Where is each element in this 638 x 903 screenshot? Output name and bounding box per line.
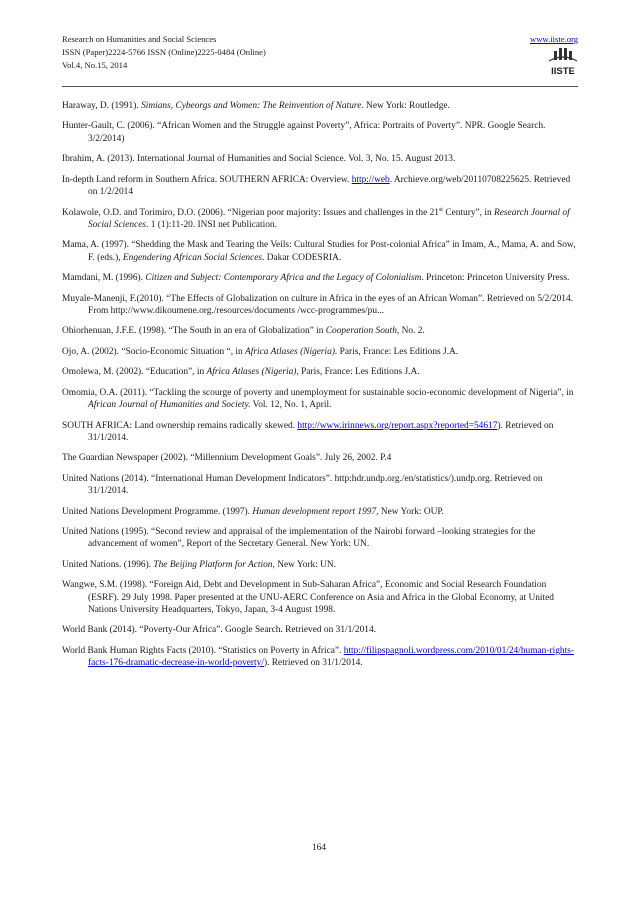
reference-title: Citizen and Subject: Contemporary Africa and the Legacy of Colonialism xyxy=(145,273,422,284)
reference-entry xyxy=(62,420,578,445)
reference-title: Human development report 1997 xyxy=(252,506,377,517)
reference-entry xyxy=(62,526,578,551)
reference-entry xyxy=(62,239,578,264)
reference-text: Mamdani, M. (1996). xyxy=(62,273,146,284)
reference-text: . 1 (1):11-20. INSI net Publication. xyxy=(146,219,277,230)
reference-entry xyxy=(62,387,578,412)
reference-title: Africa Atlases (Nigeria). xyxy=(245,346,338,357)
reference-text: Vol. 12, No. 1, April. xyxy=(250,400,332,411)
reference-text: The Guardian Newspaper (2002). “Millennium Development Goals”. July 26, 2002. P.4 xyxy=(62,453,392,464)
page-number: 164 xyxy=(311,843,327,853)
reference-entry xyxy=(62,120,578,145)
reference-entry xyxy=(62,174,578,199)
reference-entry xyxy=(62,506,578,518)
journal-title: Research on Humanities and Social Sciences xyxy=(62,34,217,44)
logo-text: IISTE xyxy=(551,66,575,77)
reference-text: World Bank (2014). “Poverty-Our Africa”. Google Search. Retrieved on 31/1/2014. xyxy=(62,625,377,636)
reference-title: African Journal of Humanities and Society. xyxy=(88,400,251,411)
reference-entry xyxy=(62,559,578,571)
reference-text: Omomia, O.A. (2011). “Tackling the scourge of poverty and unemployment for sustainable socio-economic development of Nigeria”, in xyxy=(62,387,574,398)
reference-text: . Princeton: Princeton University Press. xyxy=(421,273,570,284)
reference-link[interactable]: http://www.irinnews.org/report.aspx?reported=54617 xyxy=(297,420,498,431)
reference-entry xyxy=(62,579,578,616)
reference-title: Simians, Cybeorgs and Women: The Reinvention of Nature xyxy=(141,101,362,111)
page-header xyxy=(62,33,578,77)
reference-text: United Nations (2014). “International Human Development Indicators”. http:hdr.undp.org./en/statistics/).undp.org. Retrieved on 31/1/2014. xyxy=(62,473,543,497)
reference-text: , Paris, France: Les Editions J.A. xyxy=(296,367,420,378)
reference-text: . Archieve.org/web/20110708225625. Retrieved on 1/2/2014 xyxy=(88,174,571,198)
reference-text: Kolawole, O.D. and Torimiro, D.O. (2006). “Nigerian poor majority: Issues and challenges in the 21 xyxy=(62,207,439,218)
reference-entry xyxy=(62,624,578,636)
reference-text: Muyale-Manenji, F.(2010). “The Effects of Globalization on culture in Africa in the eyes of an African Woman”. Retrieved on 5/2/2014. From http://www.dikoumene.org./resources/documents /wcc-programmes/pu... xyxy=(62,293,574,316)
reference-text: Ojo, A. (2002). “Socio-Economic Situation “, in xyxy=(62,346,246,357)
reference-entry xyxy=(62,645,578,670)
reference-text: United Nations (1995). “Second review and appraisal of the implementation of the Nairobi forward –looking strategies for the advancement of women”, Report of the Secretary General. New York: UN. xyxy=(62,527,536,550)
reference-text: Ohiorhenuan, J.F.E. (1998). “The South in an era of Globalization” in xyxy=(62,326,326,337)
reference-text: In-depth Land reform in Southern Africa. SOUTHERN AFRICA: Overview. xyxy=(62,174,352,185)
reference-text: Ibrahim, A. (2013). International Journal of Humanities and Social Science. Vol. 3, No. 15. August 2013. xyxy=(62,154,456,165)
reference-link[interactable]: http://filipspagnoli.wordpress.com/2010/01/24/human-rights-facts-176-dramatic-decrease-in-world-poverty/ xyxy=(88,645,574,669)
reference-text: , New York: OUP. xyxy=(376,506,444,517)
reference-title: The Beijing Platform for Action xyxy=(153,559,273,570)
reference-entry xyxy=(62,153,578,165)
reference-text: Wangwe, S.M. (1998). “Foreign Aid, Debt and Development in Sub-Saharan Africa”, Economic and Social Research Foundation (ESRF). 29 July 1998. Paper presented at the UNU-AERC Conference on Asia and Africa in the Global Economy, at United Nations University Headquarters, Tokyo, Japan, 3-4 August 1998. xyxy=(62,580,554,615)
journal-url-link[interactable]: www.iiste.org xyxy=(530,34,578,44)
reference-entry xyxy=(62,473,578,498)
reference-entry xyxy=(62,366,578,378)
reference-text: , New York: UN. xyxy=(272,559,337,570)
reference-text: . Dakar CODESRIA. xyxy=(262,252,342,263)
reference-text: st xyxy=(438,206,443,213)
reference-text: SOUTH AFRICA: Land ownership remains radically skewed. xyxy=(62,420,298,431)
reference-text: Omolewa, M. (2002). “Education”, in xyxy=(62,367,207,378)
reference-text: Hunter-Gault, C. (2006). “African Women and the Struggle against Poverty”, Africa: Portraits of Poverty”. NPR. Google Search. 3/2/2014) xyxy=(62,121,546,144)
reference-entry xyxy=(62,272,578,284)
issn-line: ISSN (Paper)2224-5766 ISSN (Online)2225-0484 (Online) xyxy=(62,47,266,57)
reference-text: United Nations. (1996). xyxy=(62,559,154,570)
reference-list xyxy=(62,100,578,678)
reference-text: Mama, A. (1997). “Shedding the Mask and Tearing the Veils: Cultural Studies for Post-colonial Africa” in Imam, A., Mama, A. and Sow, F. (eds.), xyxy=(62,240,576,263)
reference-text: Century”, in xyxy=(442,207,495,218)
reference-text: , No. 2. xyxy=(396,326,425,337)
reference-title: Research Journal of Social Sciences xyxy=(88,207,570,230)
reference-text: ). Retrieved on 31/1/2014. xyxy=(88,420,554,443)
reference-entry xyxy=(62,325,578,337)
reference-text: World Bank Human Rights Facts (2010). “Statistics on Poverty in Africa”. xyxy=(62,645,344,656)
reference-text: ). Retrieved on 31/1/2014. xyxy=(263,658,363,669)
reference-text: Paris, France: Les Editions J.A. xyxy=(337,346,459,357)
iiste-logo xyxy=(548,47,578,77)
reference-entry xyxy=(62,207,578,232)
reference-title: Engendering African Social Sciences xyxy=(122,252,263,263)
reference-link[interactable]: http://web xyxy=(351,174,390,185)
reference-entry xyxy=(62,100,578,112)
reference-entry xyxy=(62,452,578,464)
reference-entry xyxy=(62,346,578,358)
header-divider xyxy=(62,86,578,87)
reference-entry xyxy=(62,293,578,318)
volume-line: Vol.4, No.15, 2014 xyxy=(62,60,128,70)
reference-title: Africa Atlases (Nigeria) xyxy=(206,367,297,378)
reference-text: Haraway, D. (1991). xyxy=(62,101,142,111)
reference-text: . New York: Routledge. xyxy=(361,101,450,111)
reference-text: United Nations Development Programme. (1997). xyxy=(62,506,253,517)
reference-title: Cooperation South xyxy=(325,326,397,337)
